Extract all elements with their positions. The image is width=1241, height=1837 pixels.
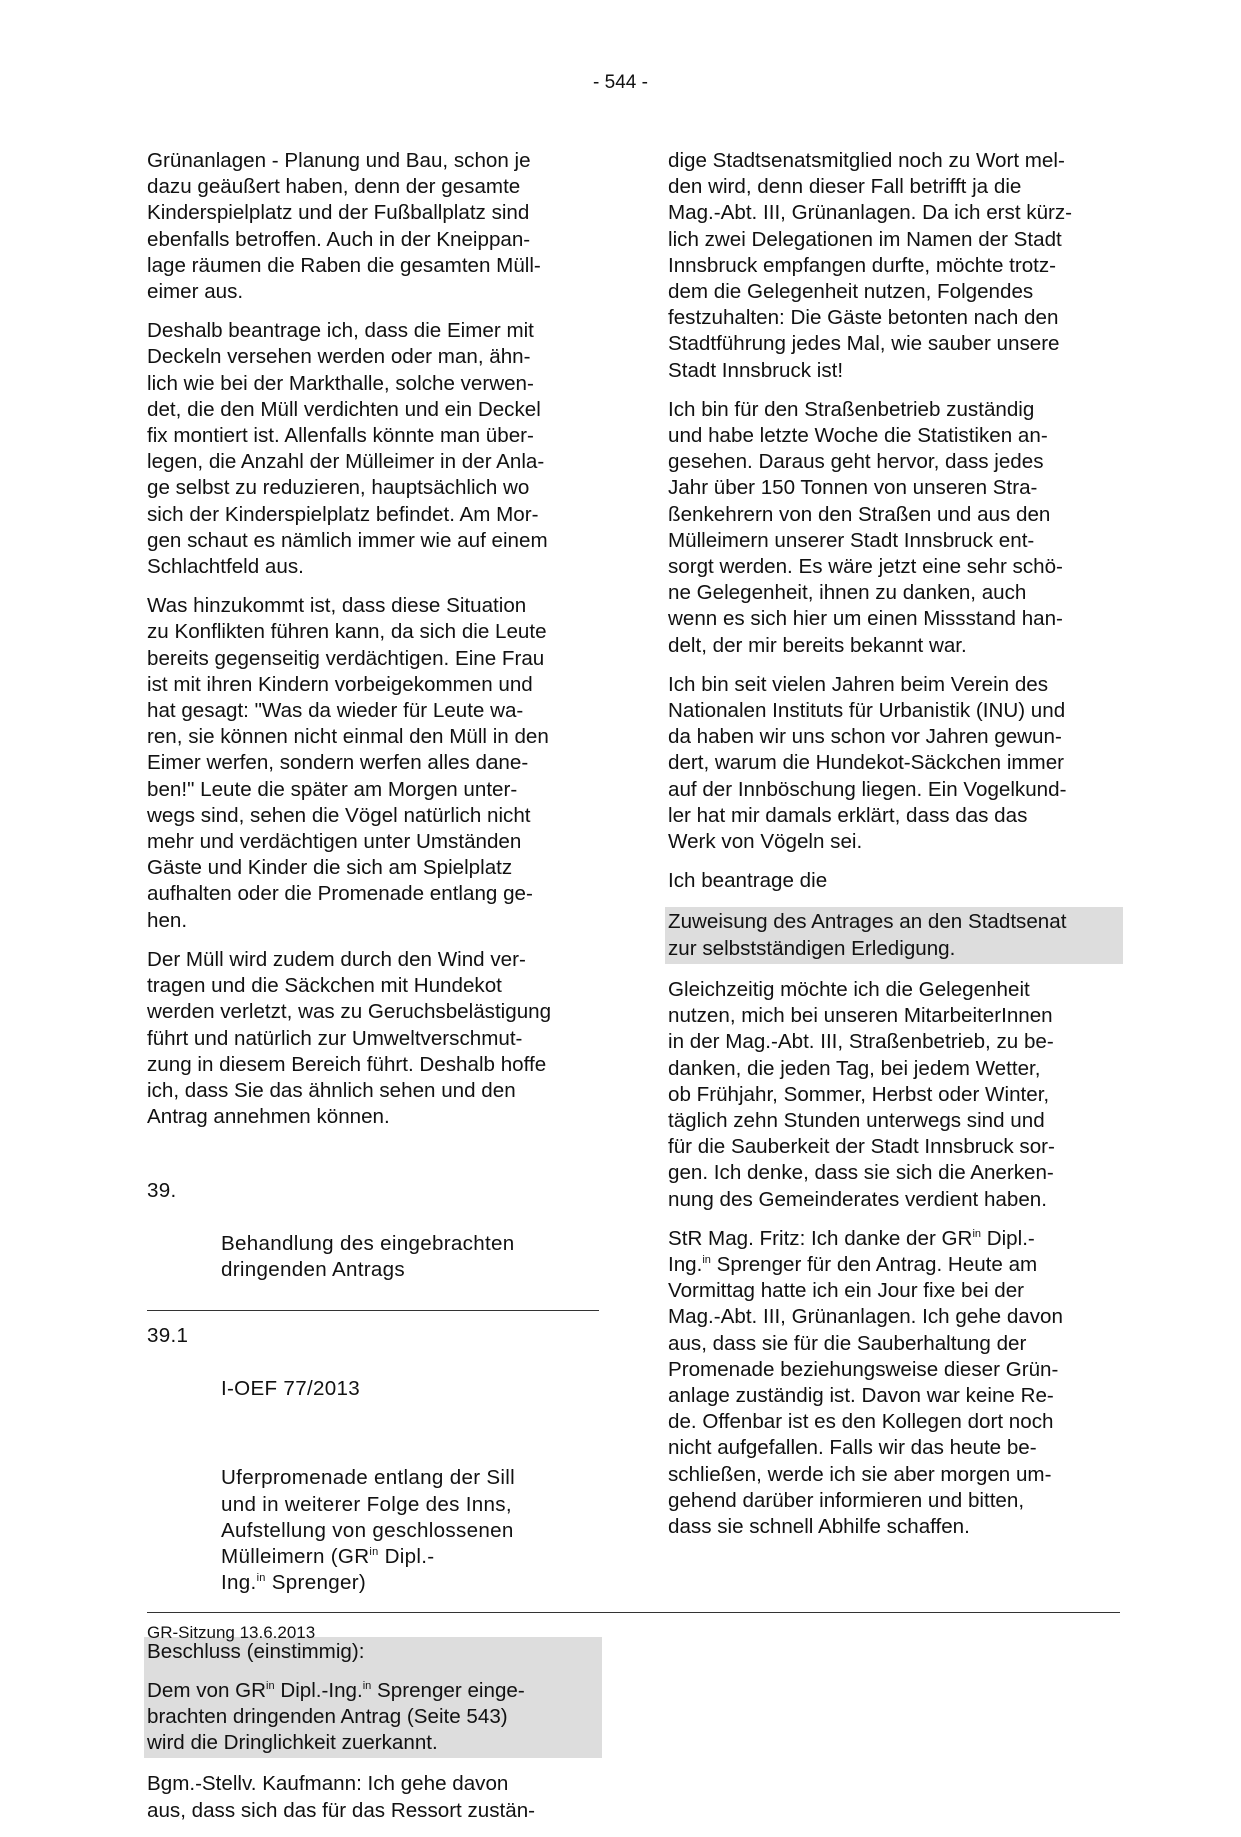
agenda-item-39-1 (147, 1323, 599, 1428)
resolution-superscript: in (362, 1679, 372, 1692)
resolution-text (147, 1678, 599, 1757)
desc-superscript: in (256, 1572, 266, 1585)
agenda-item-number: 39.1 (147, 1324, 189, 1348)
paragraph-part: Dipl.- Ing. (668, 1226, 1035, 1276)
agenda-item-title: Behandlung des eingebrachten dringenden Antrags (221, 1231, 515, 1281)
resolution-text-part: Dipl.-Ing. (274, 1678, 363, 1702)
paragraph (668, 1226, 1120, 1540)
agenda-item-39 (147, 1178, 599, 1309)
paragraph: Deshalb beantrage ich, dass die Eimer mit Deckeln versehen werden oder man, ähn- lich wie bei der Markthalle, solche verwen- det, die den Müll verdichten und ein Deckel fix montiert ist. Allenfalls könnte man über- legen, die Anzahl der Mülleimer in der Anla- ge selbst zu reduzieren, hauptsächlich wo sich der Kinderspielplatz befindet. Am Mor- gen schaut es nämlich immer wie auf einem Schlachtfeld aus. (147, 319, 548, 579)
paragraph: Ich bin seit vielen Jahren beim Verein des Nationalen Instituts für Urbanistik (INU) und da haben wir uns schon vor Jahren gewun- dert, warum die Hundekot-Säckchen immer auf der Innböschung liegen. Ein Vogelkund- ler hat mir damals erklärt, dass das das Werk von Vögeln sei. (668, 672, 1067, 854)
paragraph-superscript: in (702, 1254, 711, 1267)
page-number: - 544 - (593, 72, 648, 93)
paragraph-part: StR Mag. Fritz: Ich danke der GR (668, 1226, 973, 1250)
footer-divider (147, 1612, 1120, 1613)
resolution-text-part: Sprenger einge- brachten dringenden Antrag (Seite 543) wird die Dringlichkeit zuerkannt. (147, 1678, 525, 1755)
motion-text: Zuweisung des Antrages an den Stadtsenat zur selbstständigen Erledigung. (668, 910, 1067, 960)
desc-text: Sprenger) (265, 1571, 367, 1595)
paragraph: Ich beantrage die (668, 869, 828, 893)
paragraph: Bgm.-Stellv. Kaufmann: Ich gehe davon aus, dass sich das für das Ressort zustän- (147, 1772, 536, 1822)
agenda-item-number: 39. (147, 1179, 177, 1203)
right-column (668, 148, 1120, 1553)
footer-text: GR-Sitzung 13.6.2013 (147, 1623, 316, 1642)
paragraph: Grünanlagen - Planung und Bau, schon je dazu geäußert haben, denn der gesamte Kinderspielplatz und der Fußballplatz sind ebenfalls betroffen. Auch in der Kneippan- lage räumen die Raben die gesamten Müll- eimer aus. (147, 149, 541, 304)
paragraph: Der Müll wird zudem durch den Wind ver- tragen und die Säckchen mit Hundekot werden verletzt, was zu Geruchsbelästigung führt und natürlich zur Umweltverschmut- zung in diesem Bereich führt. Deshalb hoffe ich, dass Sie das ähnlich sehen und den Antrag annehmen können. (147, 947, 552, 1129)
paragraph-superscript: in (972, 1227, 981, 1240)
desc-text: Uferpromenade entlang der Sill und in weiterer Folge des Inns, Aufstellung von geschlossenen Mülleimern (GR (221, 1466, 516, 1568)
left-column (147, 148, 599, 1837)
resolution-label: Beschluss (einstimmig): (147, 1639, 365, 1663)
section-divider (147, 1310, 599, 1311)
paragraph: Ich bin für den Straßenbetrieb zuständig und habe letzte Woche die Statistiken an- gesehen. Daraus geht hervor, dass jedes Jahr über 150 Tonnen von unseren Stra- ßenkehrern von den Straßen und aus den Mülleimern unserer Stadt Innsbruck ent- sorgt werden. Es wäre jetzt eine sehr schö- ne Gelegenheit, ihnen zu danken, auch wenn es sich hier um einen Missstand han- delt, der mir bereits bekannt war. (668, 397, 1063, 657)
paragraph: Gleichzeitig möchte ich die Gelegenheit nutzen, mich bei unseren MitarbeiterInnen in der Mag.-Abt. III, Straßenbetrieb, zu be- danken, die jeden Tag, bei jedem Wetter, ob Frühjahr, Sommer, Herbst oder Winter, täglich zehn Stunden unterwegs sind und für die Sauberkeit der Stadt Innsbruck sor- gen. Ich denke, dass sie sich die Anerken- nung des Gemeinderates verdient haben. (668, 977, 1055, 1211)
resolution-box (144, 1637, 602, 1759)
resolution-text-part: Dem von GR (147, 1678, 267, 1702)
paragraph-part: Sprenger für den Antrag. Heute am Vormittag hatte ich ein Jour fixe bei der Mag.-Abt. III, Grünanlagen. Ich gehe davon aus, dass sie für die Sauberhaltung der Promenade beziehungsweise dieser Grün- anlage zuständig ist. Davon war keine Re- de. Offenbar ist es den Kollegen dort noch nicht aufgefallen. Falls wir das heute be- schließen, werde ich sie aber morgen um- gehend darüber informieren und bitten, dass sie schnell Abhilfe schaffen. (668, 1252, 1063, 1538)
desc-text: Dipl.- Ing. (221, 1544, 435, 1595)
paragraph: dige Stadtsenatsmitglied noch zu Wort mel- den wird, denn dieser Fall betrifft ja die Mag.-Abt. III, Grünanlagen. Da ich erst kürz- lich zwei Delegationen im Namen der Stadt Innsbruck empfangen durfte, möchte trotz- dem die Gelegenheit nutzen, Folgendes festzuhalten: Die Gäste betonten nach den Stadtführung jedes Mal, wie sauber unsere Stadt Innsbruck ist! (668, 149, 1073, 382)
desc-superscript: in (369, 1546, 379, 1559)
agenda-item-reference: I-OEF 77/2013 (221, 1376, 360, 1400)
agenda-item-description (147, 1439, 599, 1622)
paragraph: Was hinzukommt ist, dass diese Situation zu Konflikten führen kann, da sich die Leute bereits gegenseitig verdächtigen. Eine Frau ist mit ihren Kindern vorbeigekommen und hat gesagt: "Was da wieder für Leute wa- ren, sie können nicht einmal den Müll in den Eimer werfen, sondern werfen alles dane- ben!" Leute die später am Morgen unter- wegs sind, sehen die Vögel natürlich nicht mehr und verdächtigen unter Umständen Gäste und Kinder die sich am Spielplatz aufhalten oder die Promenade entlang ge- hen. (147, 594, 549, 932)
motion-box (665, 907, 1123, 963)
resolution-superscript: in (266, 1679, 275, 1692)
